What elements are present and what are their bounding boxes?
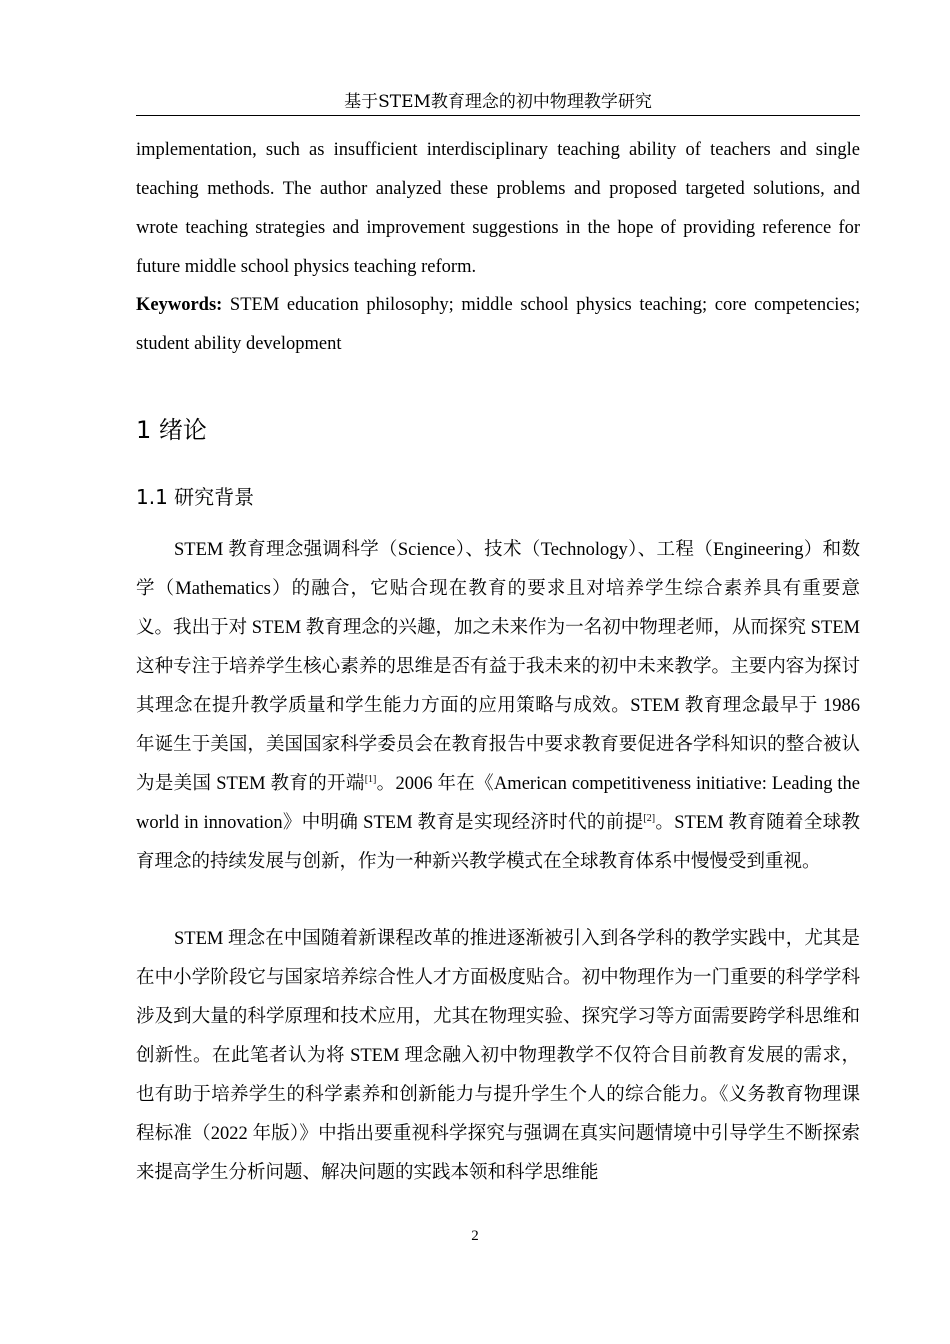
paragraph-1-part-1: STEM 教育理念强调科学（Science）、技术（Technology）、工程（Engineering）和数学（Mathematics）的融合，它贴合现在教育的要求且对培养学生综合素养具有重要意义。我出于对 STEM 教育理念的兴趣，加之未来作为一名初中物理老师，从而探究 STEM 这种专注于培养学生核心素养的思维是否有益于我未来的初中未来教学。主要内容为探讨其理念在提升教学质量和学生能力方面的应用策略与成效。STEM 教育理念最早于 1986 年诞生于美国，美国国家科学委员会在教育报告中要求教育要促进各学科知识的整合被认为是美国 STEM 教育的开端 [136, 540, 860, 794]
running-header: 基于STEM教育理念的初中物理教学研究 [136, 91, 860, 116]
keywords-text: STEM education philosophy; middle school physics teaching; core competencies; student ability development [136, 295, 860, 354]
citation-ref-1: [1] [364, 773, 377, 785]
keywords-line [136, 286, 860, 364]
paragraph-1-part-2: 。2006 年在《American competitiveness initiative: Leading the world in innovation》中明确 STEM 教育是实现经济时代的前提 [136, 774, 860, 833]
paragraph-1-part-3: 。STEM 教育随着全球教育理念的持续发展与创新，作为一种新兴教学模式在全球教育体系中慢慢受到重视。 [136, 813, 860, 872]
abstract-continuation: implementation, such as insufficient interdisciplinary teaching ability of teachers and single teaching methods. The author analyzed these problems and proposed targeted solutions, and wrote teaching strategies and improvement suggestions in the hope of providing reference for future middle school physics teaching reform. [136, 140, 860, 277]
keywords-label: Keywords: [136, 295, 223, 315]
section-heading: 1 绪论 [136, 416, 207, 444]
page-number: 2 [471, 1228, 479, 1244]
citation-ref-2: [2] [643, 812, 656, 824]
body-paragraph-2: STEM 理念在中国随着新课程改革的推进逐渐被引入到各学科的教学实践中，尤其是在中小学阶段它与国家培养综合性人才方面极度贴合。初中物理作为一门重要的科学学科涉及到大量的科学原理和技术应用，尤其在物理实验、探究学习等方面需要跨学科思维和创新性。在此笔者认为将 STEM 理念融入初中物理教学不仅符合目前教育发展的需求，也有助于培养学生的科学素养和创新能力与提升学生个人的综合能力。《义务教育物理课程标准（2022 年版）》中指出要重视科学探究与强调在真实问题情境中引导学生不断探索来提高学生分析问题、解决问题的实践本领和科学思维能 [136, 929, 860, 1183]
body-paragraph-1 [136, 531, 860, 882]
subsection-heading: 1.1 研究背景 [136, 485, 255, 509]
